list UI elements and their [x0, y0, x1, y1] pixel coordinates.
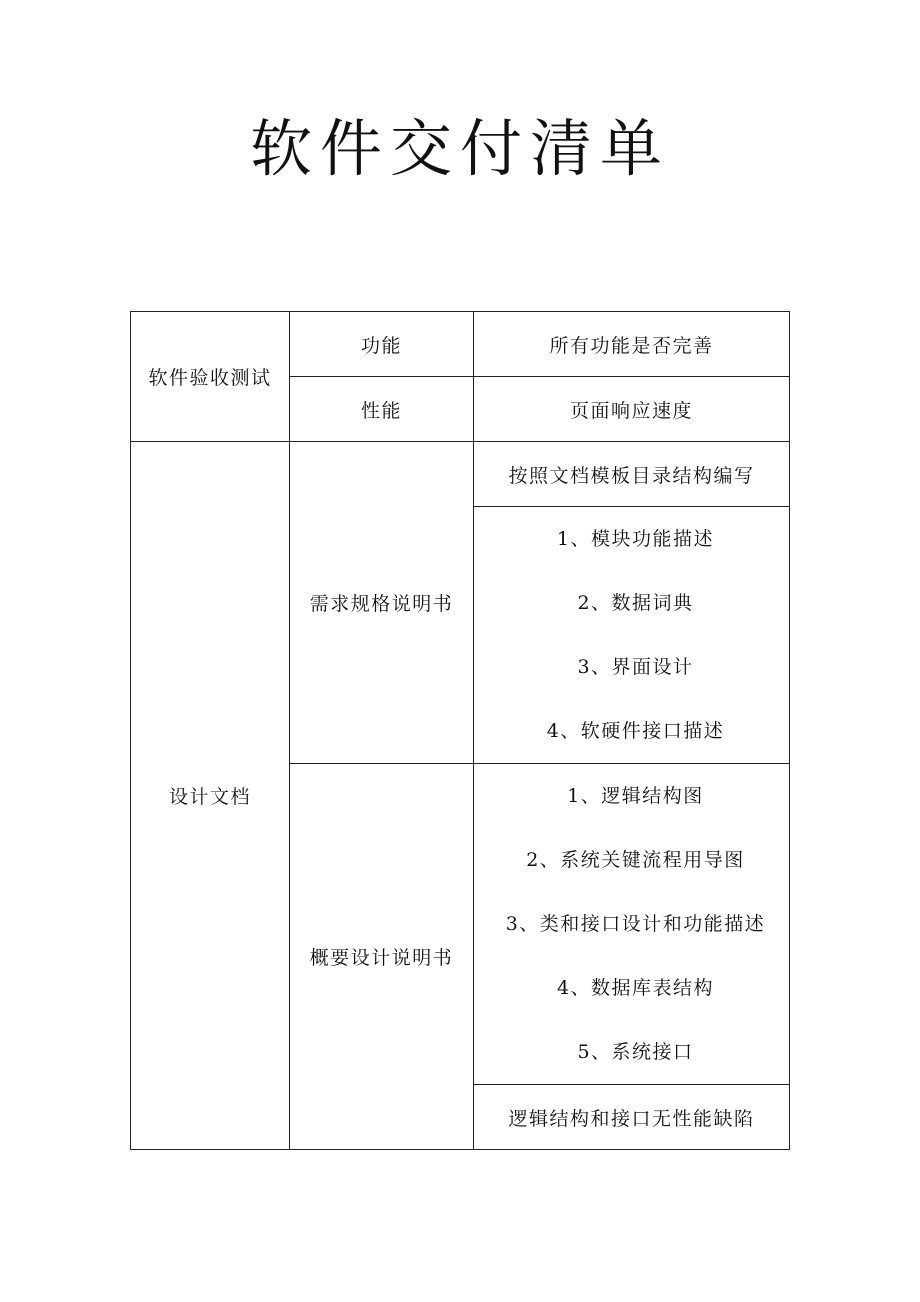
list-item: 5、系统接口: [577, 1041, 694, 1063]
requirements-items-cell: [474, 507, 790, 764]
list-item: 4、数据库表结构: [556, 977, 715, 999]
outline-items-cell: [474, 764, 790, 1085]
acceptance-item-function: 功能: [290, 312, 474, 377]
table-row: [131, 312, 790, 377]
acceptance-detail-function: 所有功能是否完善: [474, 312, 790, 377]
list-item: 1、逻辑结构图: [567, 785, 704, 807]
list-item: 2、数据词典: [577, 592, 694, 614]
list-item: 4、软硬件接口描述: [546, 720, 725, 742]
delivery-checklist-table: [130, 311, 790, 1150]
acceptance-category-cell: 软件验收测试: [131, 312, 290, 442]
acceptance-detail-performance: 页面响应速度: [474, 377, 790, 442]
list-item: 1、模块功能描述: [556, 528, 715, 550]
design-category-cell: 设计文档: [131, 442, 290, 1150]
list-item: 3、界面设计: [577, 656, 694, 678]
list-item: 3、类和接口设计和功能描述: [505, 913, 766, 935]
table-row: [131, 442, 790, 507]
requirements-header: 按照文档模板目录结构编写: [474, 442, 790, 507]
document-title: 软件交付清单: [249, 112, 670, 185]
outline-footer: 逻辑结构和接口无性能缺陷: [474, 1085, 790, 1150]
acceptance-item-performance: 性能: [290, 377, 474, 442]
requirements-doc-name: 需求规格说明书: [290, 442, 474, 764]
outline-doc-name: 概要设计说明书: [290, 764, 474, 1150]
list-item: 2、系统关键流程用导图: [526, 849, 745, 871]
